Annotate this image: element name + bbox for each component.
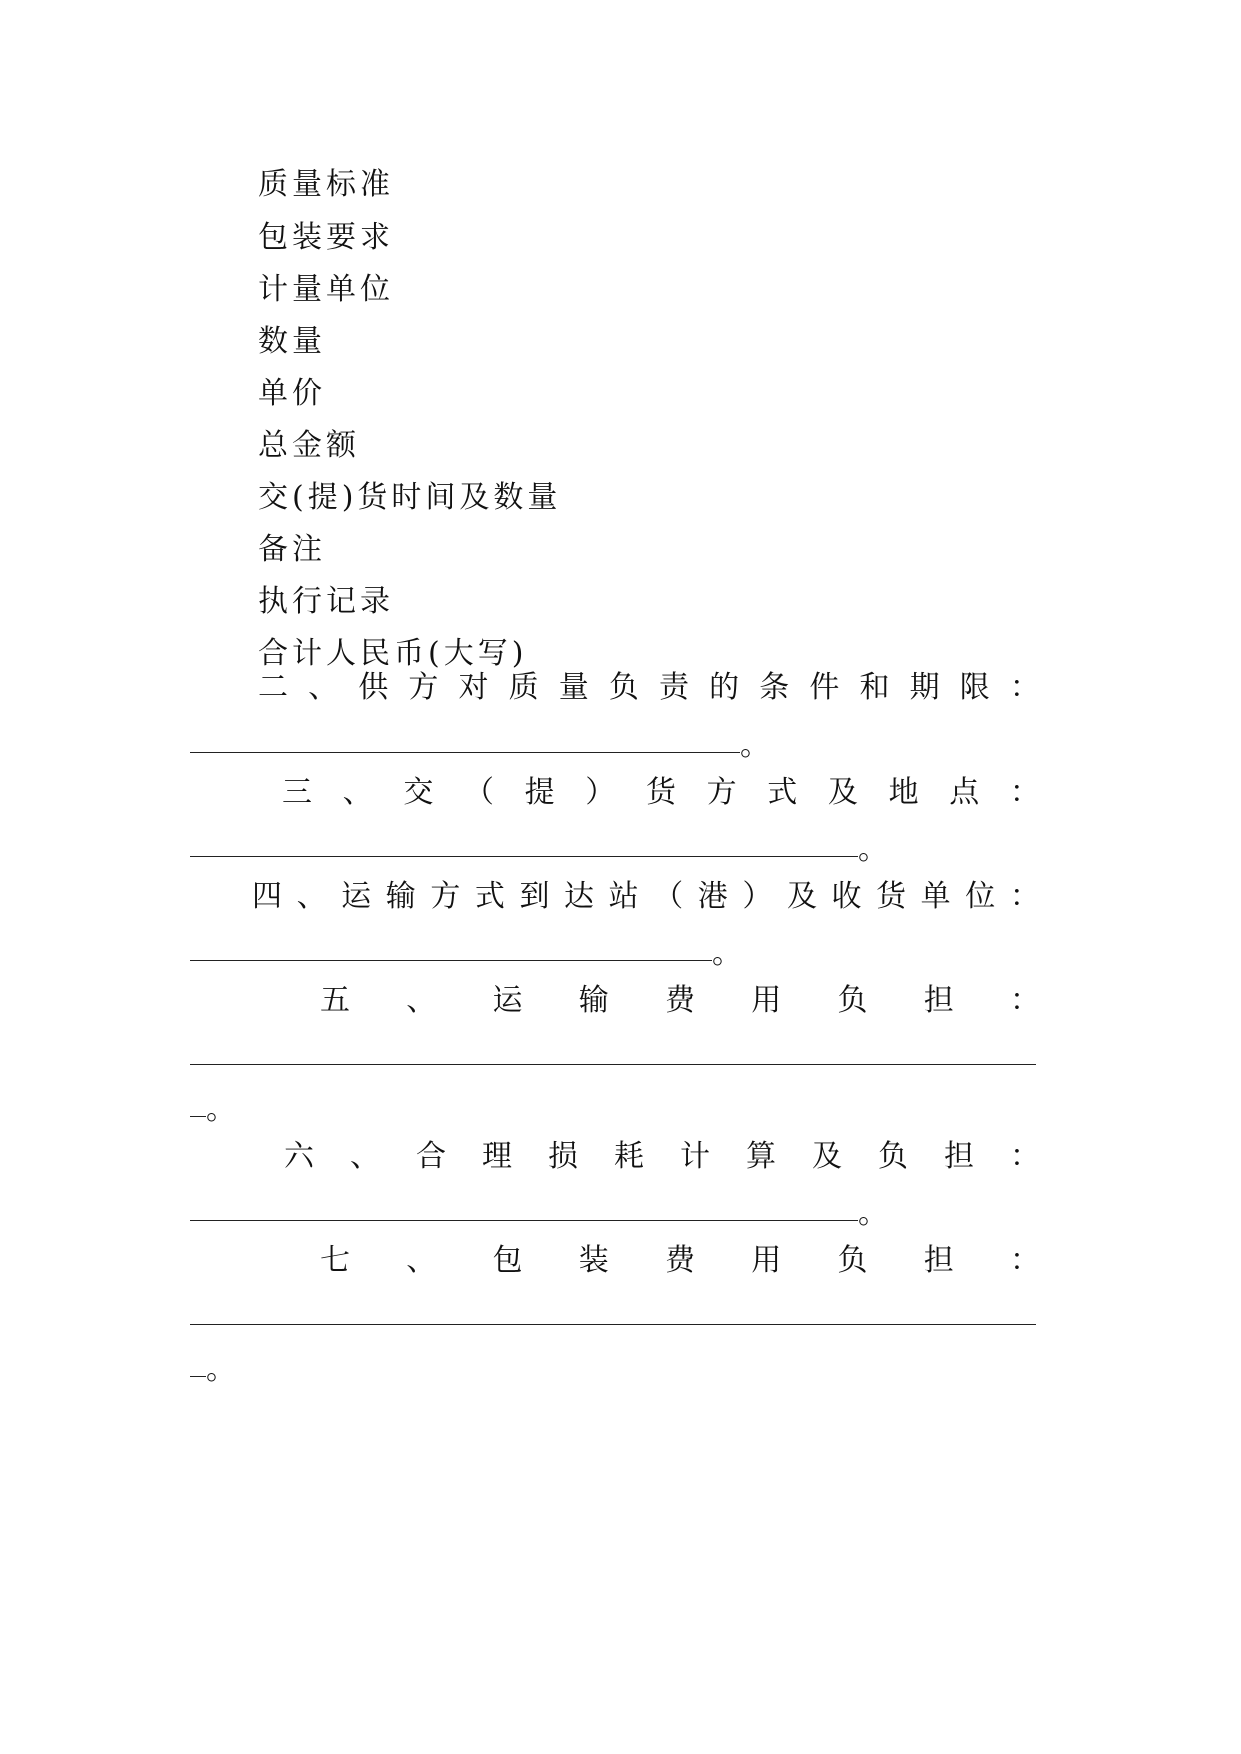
heading-char: 的	[709, 670, 740, 705]
heading-char: 算	[746, 1139, 776, 1174]
heading-char: 责	[659, 670, 689, 705]
heading-char: 费	[665, 1243, 695, 1278]
heading-char: 到	[519, 879, 550, 914]
fill-in-line	[190, 1116, 206, 1117]
field-quality-standard: 质量标准	[258, 167, 394, 202]
heading-char: 合	[416, 1139, 446, 1174]
heading-char: 负	[878, 1139, 908, 1174]
heading-char: 、	[296, 879, 327, 914]
heading-char: 货	[645, 775, 676, 810]
heading-char: 方	[408, 670, 439, 705]
heading-char: 点	[949, 775, 980, 810]
heading-char: ）	[742, 879, 773, 914]
clause-3-ending: 。	[858, 832, 888, 867]
heading-char: （	[653, 879, 684, 914]
field-delivery-time-quantity: 交(提)货时间及数量	[258, 480, 562, 515]
heading-char: 损	[548, 1139, 578, 1174]
heading-char: 和	[859, 670, 890, 705]
heading-char: 三	[282, 775, 312, 810]
heading-char: 担	[944, 1139, 974, 1174]
heading-char: 运	[341, 879, 372, 914]
field-unit-of-measure: 计量单位	[258, 272, 394, 307]
heading-char: 量	[558, 670, 589, 705]
heading-char: 装	[578, 1243, 609, 1278]
clause-7-heading	[190, 1241, 1040, 1281]
heading-char: ：	[1010, 1243, 1040, 1278]
heading-char: 费	[665, 983, 695, 1018]
fill-in-line	[190, 1324, 1036, 1325]
heading-char: 限	[959, 670, 990, 705]
heading-char: 位	[965, 879, 996, 914]
clause-2-ending: 。	[740, 728, 770, 763]
clause-2-heading	[190, 668, 1040, 708]
heading-char: 提	[524, 775, 555, 810]
heading-char: 及	[786, 879, 817, 914]
clause-4-heading	[190, 877, 1040, 917]
heading-char: 条	[759, 670, 790, 705]
heading-char: 二	[258, 670, 288, 705]
fill-in-line	[190, 1064, 1036, 1065]
heading-char: 、	[406, 983, 437, 1018]
clause-6-blank	[190, 1194, 910, 1234]
field-remarks: 备注	[258, 532, 326, 567]
clause-3-heading	[190, 773, 1040, 813]
heading-char: 货	[876, 879, 907, 914]
field-quantity: 数量	[258, 324, 326, 359]
heading-char: 输	[385, 879, 416, 914]
heading-char: （	[463, 775, 494, 810]
heading-char: 期	[909, 670, 940, 705]
heading-char: 单	[920, 879, 951, 914]
heading-char: 、	[350, 1139, 380, 1174]
heading-char: 、	[308, 670, 339, 705]
clause-6-heading	[190, 1137, 1040, 1177]
heading-char: 负	[837, 1243, 868, 1278]
heading-char: 、	[406, 1243, 437, 1278]
heading-char: ：	[1009, 879, 1040, 914]
heading-char: 理	[482, 1139, 512, 1174]
heading-char: 港	[697, 879, 728, 914]
heading-char: 地	[888, 775, 919, 810]
field-execution-record: 执行记录	[258, 584, 394, 619]
clause-4-ending: 。	[712, 936, 742, 971]
fill-in-line	[190, 752, 740, 753]
heading-char: 负	[837, 983, 868, 1018]
heading-char: 收	[831, 879, 862, 914]
field-total-amount: 总金额	[258, 428, 360, 463]
heading-char: 耗	[614, 1139, 644, 1174]
heading-char: ：	[1010, 983, 1040, 1018]
heading-char: 供	[358, 670, 389, 705]
clause-2-blank	[190, 726, 790, 766]
heading-char: 件	[809, 670, 840, 705]
heading-char: ）	[585, 775, 616, 810]
clause-6-ending: 。	[858, 1196, 888, 1231]
heading-char: 运	[492, 983, 523, 1018]
heading-char: 六	[284, 1139, 314, 1174]
heading-char: 交	[403, 775, 434, 810]
fill-in-line	[190, 856, 858, 857]
fill-in-line	[190, 1220, 858, 1221]
heading-char: 达	[564, 879, 595, 914]
field-packaging-requirement: 包装要求	[258, 220, 394, 255]
heading-char: 四	[252, 879, 282, 914]
heading-char: 及	[827, 775, 858, 810]
field-total-rmb-capital: 合计人民币(大写)	[258, 636, 528, 671]
heading-char: 包	[492, 1243, 523, 1278]
heading-char: 用	[751, 983, 782, 1018]
heading-char: 输	[578, 983, 609, 1018]
clause-5-heading	[190, 981, 1040, 1021]
heading-char: 方	[706, 775, 737, 810]
clause-5-ending: 。	[206, 1092, 236, 1127]
heading-char: 式	[767, 775, 798, 810]
heading-char: 五	[320, 983, 350, 1018]
clause-3-blank	[190, 830, 910, 870]
heading-char: 站	[608, 879, 639, 914]
heading-char: 质	[508, 670, 539, 705]
clause-4-blank	[190, 934, 770, 974]
heading-char: 负	[608, 670, 639, 705]
heading-char: 担	[923, 983, 954, 1018]
heading-char: 担	[923, 1243, 954, 1278]
fill-in-line	[190, 960, 712, 961]
heading-char: 及	[812, 1139, 842, 1174]
field-unit-price: 单价	[258, 376, 326, 411]
clause-5-blank	[190, 1038, 1036, 1078]
heading-char: 七	[320, 1243, 350, 1278]
clause-7-blank	[190, 1298, 1036, 1338]
clause-5-blank-continued	[190, 1090, 270, 1130]
heading-char: 式	[474, 879, 505, 914]
fill-in-line	[190, 1376, 206, 1377]
heading-char: 、	[342, 775, 373, 810]
heading-char: 计	[680, 1139, 710, 1174]
clause-7-ending: 。	[206, 1352, 236, 1387]
heading-char: ：	[1009, 775, 1040, 810]
clause-7-blank-continued	[190, 1350, 270, 1390]
heading-char: ：	[1009, 670, 1040, 705]
heading-char: ：	[1010, 1139, 1040, 1174]
heading-char: 对	[458, 670, 489, 705]
heading-char: 用	[751, 1243, 782, 1278]
heading-char: 方	[430, 879, 461, 914]
